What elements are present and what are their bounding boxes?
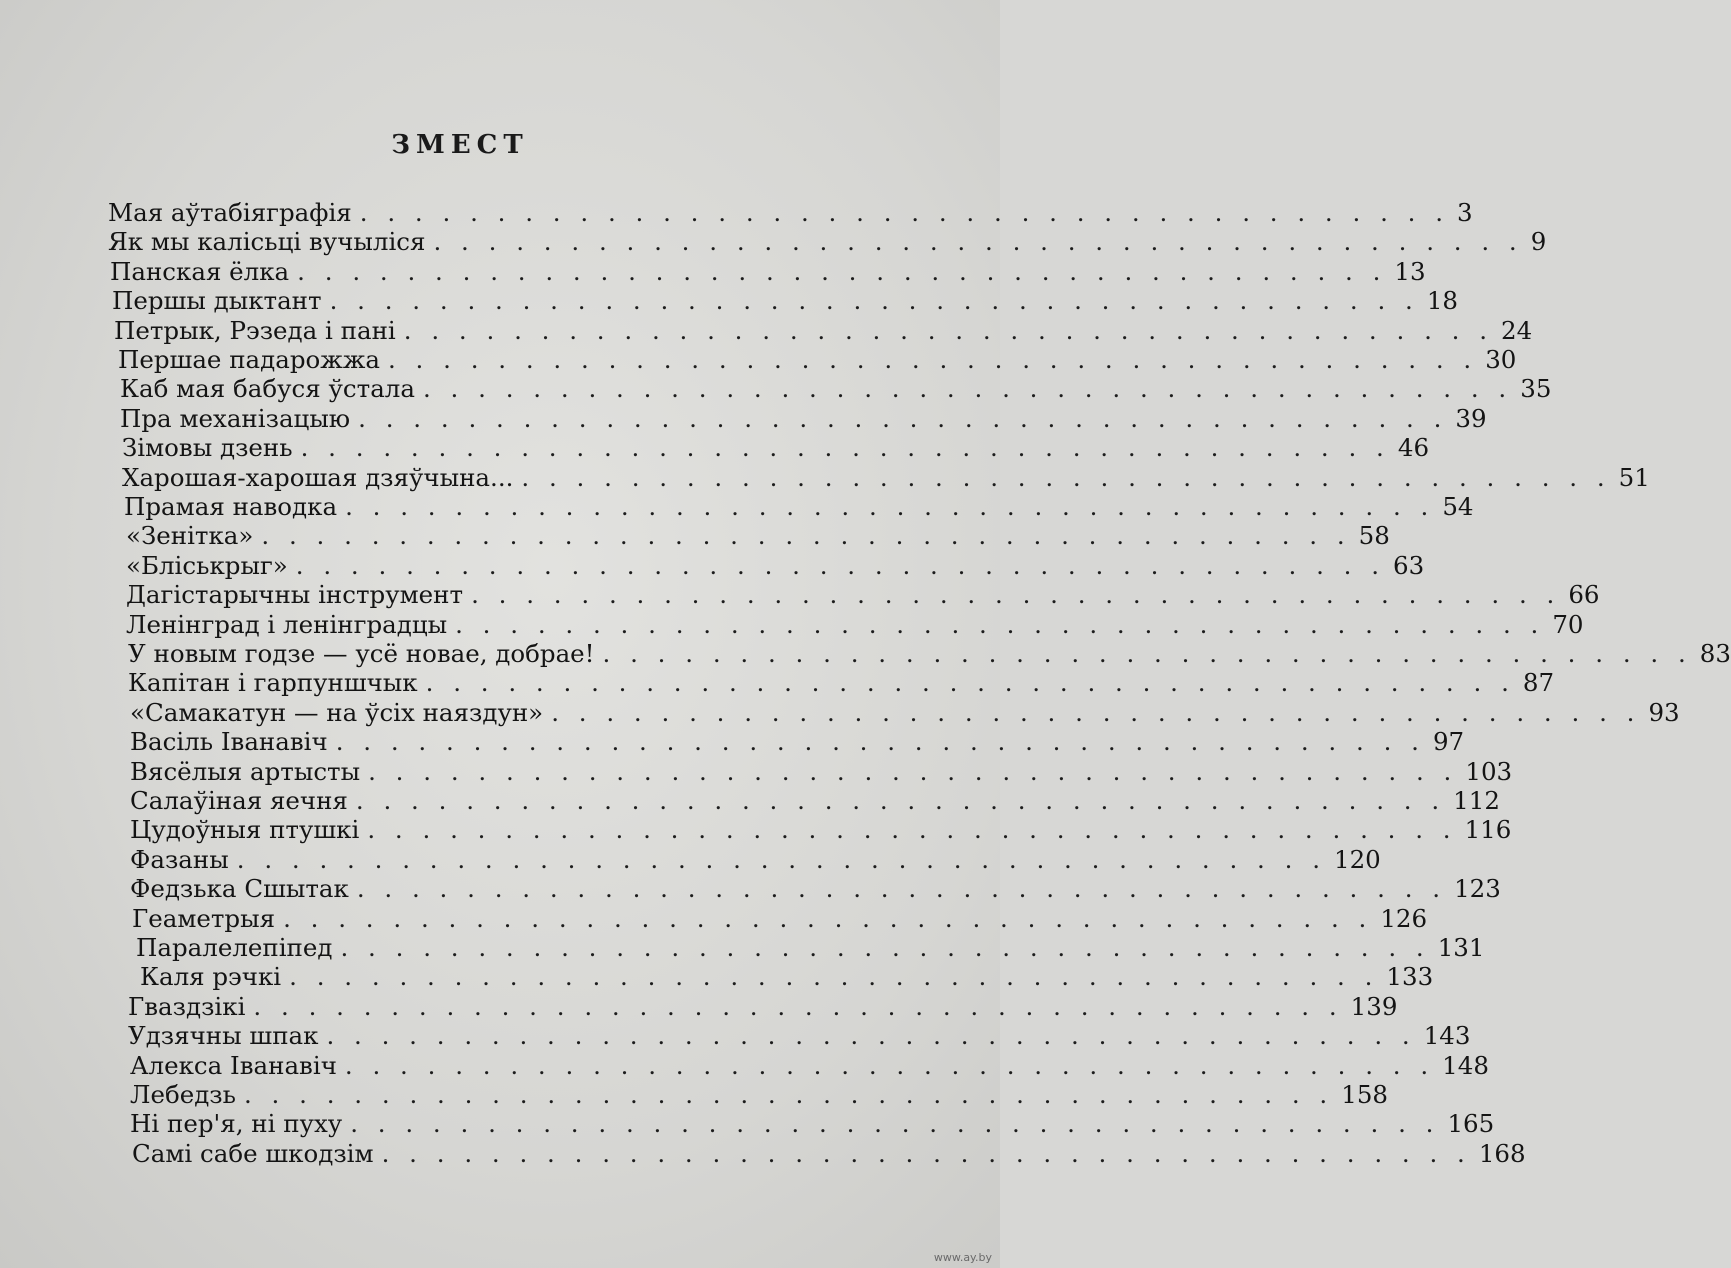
toc-entry [122, 433, 1430, 463]
toc-entry-page-number: 9 [1530, 227, 1547, 257]
toc-entry-title: Капітан і гарпуншчык [128, 668, 418, 698]
toc-entry [112, 286, 1458, 316]
leader-dots: . . . . . . . . . . . . . . . . . . . . . . . . . . . . . . . . . . . . . . . . [261, 521, 1351, 551]
toc-entry-page-number: 112 [1453, 786, 1500, 815]
toc-entry-page-number: 133 [1386, 962, 1434, 992]
toc-entry-page-number: 30 [1485, 345, 1517, 374]
toc-entry-title: Ленінград і ленінградцы [126, 609, 448, 639]
toc-entry-title: Лебедзь [130, 1080, 236, 1109]
leader-dots: . . . . . . . . . . . . . . . . . . . . . . . . . . . . . . . . . . . . . . . . [253, 991, 1343, 1021]
leader-dots: . . . . . . . . . . . . . . . . . . . . . . . . . . . . . . . . . . . . . . . . [329, 286, 1419, 316]
toc-entry-title: Федзька Сшытак [130, 874, 349, 904]
toc-entry-title: «Зенітка» [126, 521, 254, 551]
toc-entry-page-number: 116 [1464, 815, 1512, 845]
toc-entry-page-number: 131 [1437, 933, 1485, 962]
toc-entry-title: Петрык, Рэзеда і пані [114, 315, 396, 345]
toc-entry-page-number: 87 [1522, 668, 1555, 698]
leader-dots: . . . . . . . . . . . . . . . . . . . . . . . . . . . . . . . . . . . . . . . . [358, 403, 1448, 433]
watermark: www.ay.by [933, 1251, 992, 1264]
toc-entry [128, 1021, 1471, 1051]
toc-entry-page-number: 54 [1442, 492, 1474, 521]
toc-entry-title: У новым годзе — усё новае, добрае! [128, 639, 595, 668]
toc-entry-page-number: 123 [1454, 874, 1501, 904]
toc-entry-title: Першы дыктант [112, 286, 322, 316]
toc-entry-title: Удзячны шпак [128, 1021, 319, 1051]
leader-dots: . . . . . . . . . . . . . . . . . . . . . . . . . . . . . . . . . . . . . . . . [289, 962, 1379, 992]
toc-entry [128, 991, 1398, 1022]
leader-dots: . . . . . . . . . . . . . . . . . . . . . . . . . . . . . . . . . . . . . . . . [236, 844, 1326, 874]
toc-entry-page-number: 126 [1380, 903, 1428, 933]
leader-dots: . . . . . . . . . . . . . . . . . . . . . . . . . . . . . . . . . . . . . . . . [602, 639, 1692, 668]
page-title: ЗМЕСТ [391, 130, 529, 160]
leader-dots: . . . . . . . . . . . . . . . . . . . . . . . . . . . . . . . . . . . . . . . . [283, 903, 1373, 933]
toc-entry [126, 521, 1390, 551]
toc-entry-title: Панская ёлка [110, 256, 290, 286]
toc-entry-page-number: 51 [1618, 462, 1650, 492]
leader-dots: . . . . . . . . . . . . . . . . . . . . . . . . . . . . . . . . . . . . . . . . [471, 580, 1561, 610]
toc-entry-title: Харошая-харошая дзяўчына... [122, 462, 514, 492]
toc-entry [130, 1050, 1489, 1081]
toc-entry [130, 815, 1512, 845]
toc-entry [108, 227, 1547, 257]
leader-dots: . . . . . . . . . . . . . . . . . . . . . . . . . . . . . . . . . . . . . . . . [403, 315, 1494, 345]
toc-entry [130, 756, 1513, 787]
toc-entry [140, 962, 1434, 992]
toc-entry [130, 697, 1680, 728]
toc-entry [110, 256, 1426, 287]
toc-entry-title: «Бліськрыг» [126, 550, 288, 580]
leader-dots: . . . . . . . . . . . . . . . . . . . . . . . . . . . . . . . . . . . . . . . . [367, 815, 1457, 845]
toc-entry-title: Алекса Іванавіч [130, 1050, 337, 1080]
leader-dots: . . . . . . . . . . . . . . . . . . . . . . . . . . . . . . . . . . . . . . . . [521, 462, 1611, 492]
leader-dots: . . . . . . . . . . . . . . . . . . . . . . . . . . . . . . . . . . . . . . . . [356, 874, 1447, 904]
toc-entry [132, 1138, 1526, 1169]
toc-entry-title: Геаметрыя [132, 903, 276, 933]
leader-dots: . . . . . . . . . . . . . . . . . . . . . . . . . . . . . . . . . . . . . . . . [350, 1109, 1440, 1139]
toc-entry [122, 462, 1650, 493]
toc-entry [130, 844, 1381, 875]
leader-dots: . . . . . . . . . . . . . . . . . . . . . . . . . . . . . . . . . . . . . . . . [340, 933, 1430, 962]
toc-entry-page-number: 165 [1447, 1109, 1495, 1139]
leader-dots: . . . . . . . . . . . . . . . . . . . . . . . . . . . . . . . . . . . . . . . . [551, 697, 1641, 727]
toc-entry [130, 1080, 1388, 1110]
leader-dots: . . . . . . . . . . . . . . . . . . . . . . . . . . . . . . . . . . . . . . . . [300, 433, 1390, 463]
toc-entry-title: Пра механізацыю [120, 403, 351, 433]
toc-entry-title: Цудоўныя птушкі [130, 815, 360, 845]
toc-entry-page-number: 148 [1442, 1050, 1489, 1080]
leader-dots: . . . . . . . . . . . . . . . . . . . . . . . . . . . . . . . . . . . . . . . . [387, 345, 1478, 374]
toc-entry-title: Паралелепіпед [136, 933, 333, 962]
toc-entry-page-number: 46 [1397, 433, 1430, 463]
toc-entry [114, 315, 1533, 346]
leader-dots: . . . . . . . . . . . . . . . . . . . . . . . . . . . . . . . . . . . . . . . . [359, 198, 1450, 227]
toc-entry [124, 492, 1474, 522]
toc-entry-page-number: 18 [1426, 286, 1458, 316]
leader-dots: . . . . . . . . . . . . . . . . . . . . . . . . . . . . . . . . . . . . . . . . [455, 609, 1545, 639]
toc-entry-page-number: 13 [1394, 256, 1426, 286]
toc-entry-title: Васіль Іванавіч [130, 727, 328, 757]
toc-entry-page-number: 97 [1432, 727, 1465, 757]
toc-entry-title: Першае падарожжа [118, 345, 380, 374]
toc-entry [130, 727, 1465, 757]
toc-entry-page-number: 58 [1358, 521, 1390, 551]
leader-dots: . . . . . . . . . . . . . . . . . . . . . . . . . . . . . . . . . . . . . . . . [243, 1080, 1334, 1109]
leader-dots: . . . . . . . . . . . . . . . . . . . . . . . . . . . . . . . . . . . . . . . . [344, 1050, 1435, 1080]
toc-entry [136, 933, 1485, 963]
leader-dots: . . . . . . . . . . . . . . . . . . . . . . . . . . . . . . . . . . . . . . . . [381, 1138, 1471, 1168]
leader-dots: . . . . . . . . . . . . . . . . . . . . . . . . . . . . . . . . . . . . . . . . [425, 668, 1515, 698]
toc-entry-page-number: 168 [1478, 1138, 1526, 1168]
toc-entry [120, 403, 1487, 434]
toc-entry-page-number: 139 [1350, 991, 1398, 1021]
toc-entry-title: Як мы калісьці вучыліся [108, 227, 426, 257]
leader-dots: . . . . . . . . . . . . . . . . . . . . . . . . . . . . . . . . . . . . . . . . [326, 1021, 1416, 1051]
leader-dots: . . . . . . . . . . . . . . . . . . . . . . . . . . . . . . . . . . . . . . . . [433, 227, 1523, 257]
toc-entry-title: «Самакатун — на ўсіх наяздун» [130, 697, 544, 727]
toc-entry-title: Дагістарычны інструмент [126, 580, 464, 610]
leader-dots: . . . . . . . . . . . . . . . . . . . . . . . . . . . . . . . . . . . . . . . . [345, 492, 1435, 521]
toc-entry [130, 786, 1500, 816]
toc-entry-title: Каля рэчкі [140, 962, 282, 992]
toc-entry [128, 639, 1731, 669]
toc-entry-page-number: 120 [1334, 844, 1381, 874]
toc-entry-page-number: 143 [1423, 1021, 1471, 1051]
leader-dots: . . . . . . . . . . . . . . . . . . . . . . . . . . . . . . . . . . . . . . . . [422, 374, 1513, 404]
toc-entry [130, 1109, 1495, 1139]
toc-entry [118, 345, 1517, 375]
toc-entry-title: Фазаны [130, 844, 229, 874]
toc-entry [126, 550, 1425, 581]
toc-entry-title: Вясёлыя артысты [130, 756, 361, 786]
toc-entry-title: Ні пер'я, ні пуху [130, 1109, 343, 1139]
toc-entry [128, 668, 1555, 698]
toc-entry [130, 874, 1501, 904]
toc-entry-page-number: 3 [1457, 198, 1473, 227]
toc-entry-page-number: 93 [1648, 697, 1680, 727]
toc-entry-page-number: 66 [1568, 580, 1600, 610]
toc-entry-page-number: 83 [1699, 639, 1731, 668]
toc-entry [126, 580, 1600, 610]
toc-entry-title: Самі сабе шкодзім [132, 1138, 374, 1168]
toc-entry [120, 374, 1552, 404]
toc-entry-page-number: 35 [1520, 374, 1552, 404]
toc-entry [132, 903, 1428, 934]
leader-dots: . . . . . . . . . . . . . . . . . . . . . . . . . . . . . . . . . . . . . . . . [297, 256, 1387, 286]
toc-entry-title: Гваздзікі [128, 991, 246, 1021]
leader-dots: . . . . . . . . . . . . . . . . . . . . . . . . . . . . . . . . . . . . . . . . [368, 756, 1458, 786]
leader-dots: . . . . . . . . . . . . . . . . . . . . . . . . . . . . . . . . . . . . . . . . [355, 786, 1446, 815]
toc-entry-page-number: 24 [1501, 315, 1533, 345]
toc-entry-page-number: 63 [1393, 550, 1425, 580]
toc-entry-page-number: 70 [1552, 609, 1584, 639]
leader-dots: . . . . . . . . . . . . . . . . . . . . . . . . . . . . . . . . . . . . . . . . [335, 727, 1425, 757]
toc-entry-title: Прамая наводка [124, 492, 338, 521]
toc-entry [126, 609, 1584, 640]
toc-entry-page-number: 103 [1465, 756, 1513, 786]
toc-entry-title: Каб мая бабуся ўстала [120, 374, 415, 404]
leader-dots: . . . . . . . . . . . . . . . . . . . . . . . . . . . . . . . . . . . . . . . . [295, 550, 1386, 580]
toc-entry-page-number: 158 [1341, 1080, 1388, 1109]
toc-entry-title: Зімовы дзень [122, 433, 293, 463]
toc-entry-title: Мая аўтабіяграфія [108, 198, 352, 227]
toc-entry [108, 198, 1473, 228]
toc-entry-title: Салаўіная яечня [130, 786, 348, 815]
toc-entry-page-number: 39 [1455, 403, 1487, 433]
